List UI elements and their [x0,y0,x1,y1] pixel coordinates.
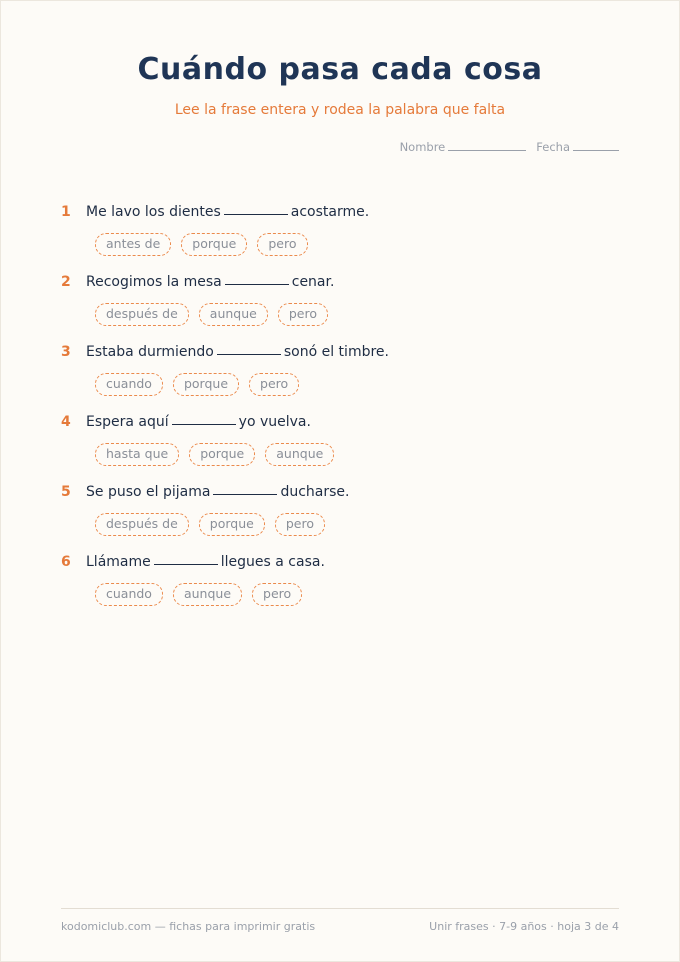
answer-option[interactable]: porque [181,233,247,256]
page-title: Cuándo pasa cada cosa [137,52,543,87]
exercise-number: 3 [61,344,71,360]
exercise-sentence [61,204,621,226]
exercise-number: 5 [61,484,71,500]
answer-option[interactable]: hasta que [95,443,179,466]
exercise-number: 1 [61,204,71,220]
exercise-list [61,204,621,624]
footer-site: kodomiclub.com — fichas para imprimir gratis [61,920,316,933]
answer-blank [154,564,218,565]
exercise-item [61,344,621,414]
student-info [400,140,619,154]
answer-options [95,233,621,256]
sentence-end: sonó el timbre. [283,344,389,360]
answer-options [95,303,621,326]
exercise-number: 4 [61,414,71,430]
answer-option[interactable]: cuando [95,373,163,396]
answer-option[interactable]: cuando [95,583,163,606]
exercise-sentence [61,414,621,436]
answer-options [95,583,621,606]
footer-divider [61,908,619,909]
name-label: Nombre [399,140,446,154]
answer-option[interactable]: antes de [95,233,171,256]
exercise-sentence [61,554,621,576]
answer-option[interactable]: después de [95,303,189,326]
name-line[interactable] [448,149,526,151]
exercise-sentence [61,484,621,506]
answer-blank [217,354,281,355]
answer-blank [172,424,236,425]
answer-option[interactable]: pero [249,373,299,396]
exercise-number: 6 [61,554,71,570]
answer-blank [213,494,277,495]
sentence-end: cenar. [291,274,335,290]
sentence-end: ducharse. [280,484,350,500]
exercise-sentence [61,274,621,296]
date-field[interactable] [536,140,619,154]
answer-option[interactable]: porque [199,513,265,536]
page-subtitle: Lee la frase entera y rodea la palabra que falta [174,102,506,118]
footer-sheet-info: Unir frases · 7-9 años · hoja 3 de 4 [429,920,619,933]
answer-option[interactable]: aunque [173,583,242,606]
answer-options [95,373,621,396]
answer-blank [225,284,289,285]
answer-options [95,443,621,466]
answer-option[interactable]: aunque [199,303,268,326]
sentence-end: acostarme. [290,204,370,220]
sentence-start: Recogimos la mesa [86,274,222,290]
exercise-item [61,484,621,554]
answer-blank [224,214,288,215]
exercise-sentence [61,344,621,366]
answer-option[interactable]: después de [95,513,189,536]
answer-option[interactable]: pero [257,233,307,256]
name-field[interactable] [400,140,527,154]
exercise-item [61,204,621,274]
sentence-start: Llámame [86,554,151,570]
exercise-item [61,274,621,344]
answer-option[interactable]: pero [278,303,328,326]
answer-options [95,513,621,536]
date-label: Fecha [536,140,570,154]
answer-option[interactable]: pero [252,583,302,606]
date-line[interactable] [573,149,619,151]
answer-option[interactable]: porque [189,443,255,466]
exercise-item [61,414,621,484]
answer-option[interactable]: aunque [265,443,334,466]
sentence-end: llegues a casa. [220,554,325,570]
sentence-start: Espera aquí [86,414,169,430]
sentence-start: Estaba durmiendo [86,344,214,360]
sentence-end: yo vuelva. [238,414,311,430]
answer-option[interactable]: porque [173,373,239,396]
exercise-item [61,554,621,624]
answer-option[interactable]: pero [275,513,325,536]
exercise-number: 2 [61,274,71,290]
sentence-start: Me lavo los dientes [86,204,221,220]
sentence-start: Se puso el pijama [86,484,211,500]
